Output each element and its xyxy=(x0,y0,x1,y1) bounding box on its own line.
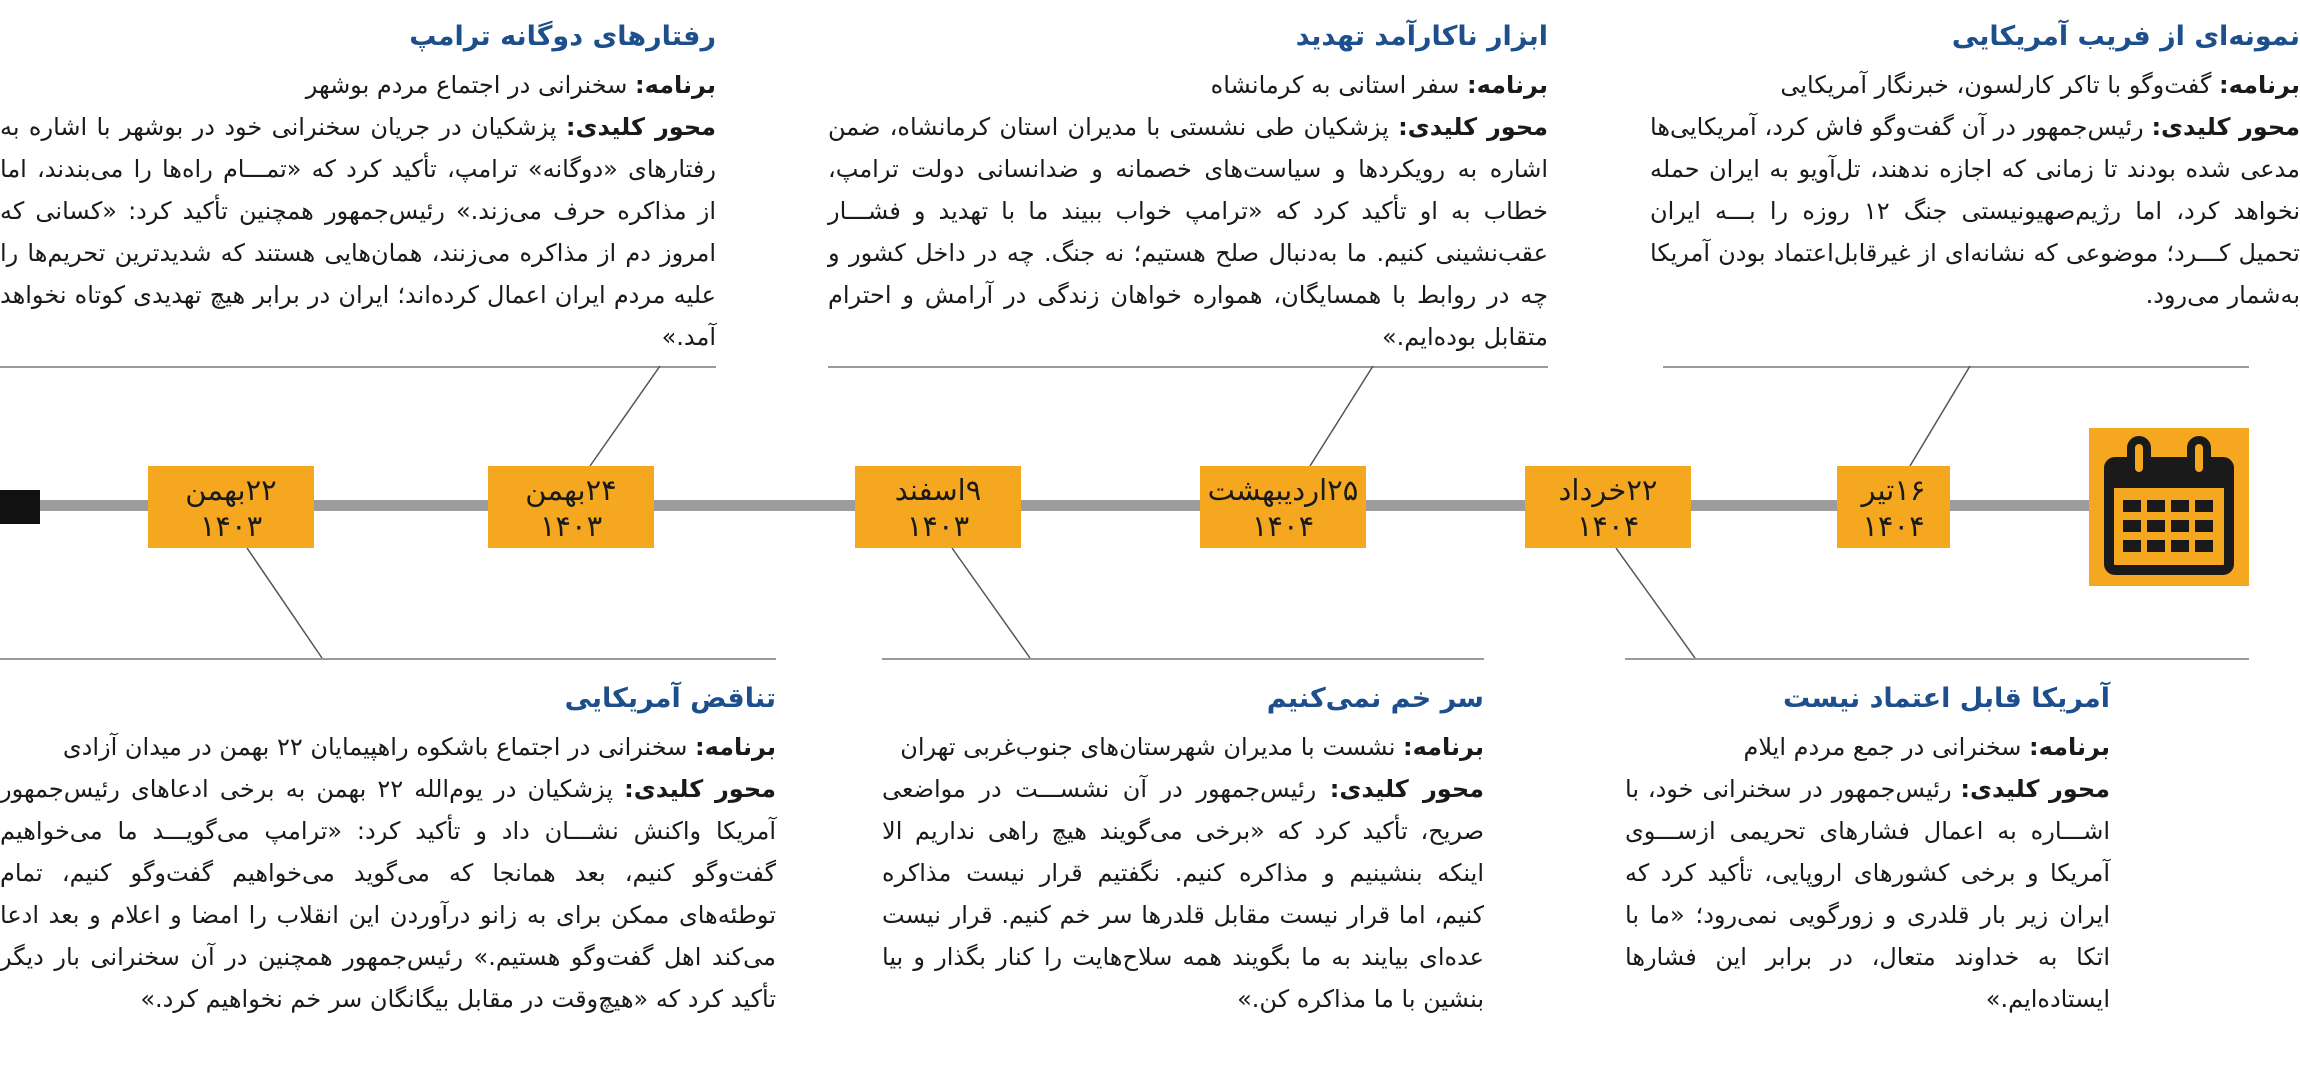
event-block-bottom-2 xyxy=(882,680,1484,1020)
event-axis: محور کلیدی: پزشکیان در یوم‌الله ۲۲ بهمن به برخی ادعاهای رئیس‌جمهور آمریکا واکنش نشـــان داد و تأکید کرد: «ترامپ می‌گویـــد ما می‌خواهیم گفت‌وگو کنیم، بعد همانجا که می‌گوید می‌خواهیم گفت‌وگو کنیم، تمام توطئه‌های ممکن برای به زانو درآوردن این انقلاب را امضا و اعلام و بعد ادعا می‌کند اهل گفت‌وگو هستیم.» رئیس‌جمهور همچنین در آن سخنرانی بار دیگر تأکید کرد که «هیچ‌وقت در مقابل بیگانگان سر خم نخواهیم کرد.» xyxy=(0,775,777,1013)
event-program: برنامه: گفت‌وگو با تاکر کارلسون، خبرنگار آمریکایی xyxy=(1780,71,2300,99)
date-day: ۱۶تیر xyxy=(1861,473,1926,507)
calendar-icon xyxy=(2089,428,2249,586)
event-title: تناقض آمریکایی xyxy=(564,683,776,714)
event-program: برنامه: نشست با مدیران شهرستان‌های جنوب‌غربی تهران xyxy=(900,733,1484,761)
event-block-bottom-1 xyxy=(1625,680,2110,1020)
event-program: برنامه: سخنرانی در اجتماع مردم بوشهر xyxy=(305,71,716,99)
date-box xyxy=(148,466,314,548)
event-axis: محور کلیدی: رئیس‌جمهور در آن نشســـت در مواضعی صریح، تأکید کرد که «برخی می‌گویند هیچ راهی نداریم الا اینکه بنشینیم و مذاکره کنیم. نگفتیم قرار نیست مذاکره کنیم، اما قرار نیست مقابل قلدرها سر خم کنیم. قرار نیست عده‌ای بیایند به ما بگویند همه سلاح‌هایت را کنار بگذار و بیا بنشین با ما مذاکره کن.» xyxy=(882,775,1484,1013)
connector-line xyxy=(1310,366,1373,466)
event-title: سر خم نمی‌کنیم xyxy=(1266,683,1484,714)
divider xyxy=(1625,658,2249,660)
date-box xyxy=(1525,466,1691,548)
divider xyxy=(0,366,716,368)
event-block-top-2 xyxy=(828,18,1548,358)
event-title: نمونه‌ای از فریب آمریکایی xyxy=(1951,21,2300,52)
divider xyxy=(0,658,776,660)
date-year: ۱۴۰۳ xyxy=(906,509,970,543)
event-program: برنامه: سفر استانی به کرمانشاه xyxy=(1210,71,1548,99)
date-year: ۱۴۰۴ xyxy=(1862,509,1925,543)
event-axis: محور کلیدی: پزشکیان در جریان سخنرانی خود در بوشهر با اشاره به رفتارهای «دوگانه» ترامپ، تأکید کرد که «تمـــام راه‌ها را می‌بندند، اما از مذاکره حرف می‌زند.» رئیس‌جمهور همچنین تأکید کرد: «کسانی که امروز دم از مذاکره می‌زنند، همان‌هایی هستند که شدیدترین تحریم‌ها را علیه مردم ایران اعمال کرده‌اند؛ ایران در برابر هیچ تهدیدی کوتاه نخواهد آمد.» xyxy=(0,113,716,351)
date-box xyxy=(1837,466,1950,548)
date-day: ۲۲بهمن xyxy=(185,473,277,507)
date-day: ۲۴بهمن xyxy=(525,473,617,507)
connector-line xyxy=(1616,548,1695,658)
date-year: ۱۴۰۳ xyxy=(539,509,603,543)
date-year: ۱۴۰۴ xyxy=(1251,509,1315,543)
event-block-bottom-3 xyxy=(0,680,776,1020)
event-axis: محور کلیدی: رئیس‌جمهور در آن گفت‌وگو فاش کرد، آمریکایی‌ها مدعی شده بودند تا زمانی که اجازه ندهند، تل‌آویو به ایران حمله نخواهد کرد، اما رژیم‌صهیونیستی جنگ ۱۲ روزه را بـــه ایران تحمیل کـــرد؛ موضوعی که نشانه‌ای از غیرقابل‌اعتماد بودن آمریکا به‌شمار می‌رود. xyxy=(1650,113,2300,309)
connector-line xyxy=(952,548,1030,658)
connector-line xyxy=(1910,366,1970,466)
event-axis: محور کلیدی: رئیس‌جمهور در سخنرانی خود، با اشـــاره به اعمال فشارهای تحریمی ازســـوی آمریکا و برخی کشورهای اروپایی، تأکید کرد که ایران زیر بار قلدری و زورگویی نمی‌رود؛ «ما با اتکا به خداوند متعال، در برابر این فشارها ایستاده‌ایم.» xyxy=(1625,775,2110,1013)
divider xyxy=(828,366,1548,368)
divider xyxy=(1663,366,2249,368)
event-program: برنامه: سخنرانی در اجتماع باشکوه راهپیمایان ۲۲ بهمن در میدان آزادی xyxy=(62,733,776,761)
timeline-axis xyxy=(0,500,2100,511)
event-block-top-3 xyxy=(0,18,716,358)
event-title: ابزار ناکارآمد تهدید xyxy=(1295,21,1548,52)
event-block-top-1 xyxy=(1650,18,2300,316)
date-year: ۱۴۰۳ xyxy=(199,509,263,543)
date-year: ۱۴۰۴ xyxy=(1576,509,1640,543)
date-day: ۲۵اردیبهشت xyxy=(1207,473,1359,507)
date-box xyxy=(488,466,654,548)
event-title: رفتارهای دوگانه ترامپ xyxy=(409,21,716,52)
date-day: ۹اسفند xyxy=(894,473,982,507)
event-axis: محور کلیدی: پزشکیان طی نشستی با مدیران استان کرمانشاه، ضمن اشاره به رویکردها و سیاست‌های خصمانه و ضدانسانی دولت ترامپ، خطاب به او تأکید کرد که «ترامپ خواب ببیند ما با تهدید و فشـــار عقب‌نشینی کنیم. ما به‌دنبال صلح هستیم؛ نه جنگ. چه در داخل کشور و چه در روابط با همسایگان، همواره خواهان زندگی در آرامش و احترام متقابل بوده‌ایم.» xyxy=(828,113,1548,351)
connector-line xyxy=(247,548,322,658)
timeline-endcap xyxy=(0,490,40,524)
calendar-icon-box xyxy=(2089,428,2249,586)
date-box xyxy=(1200,466,1366,548)
connector-line xyxy=(590,366,660,466)
event-program: برنامه: سخنرانی در جمع مردم ایلام xyxy=(1743,733,2110,761)
divider xyxy=(882,658,1484,660)
event-title: آمریکا قابل اعتماد نیست xyxy=(1782,683,2110,714)
date-box xyxy=(855,466,1021,548)
date-day: ۲۲خرداد xyxy=(1558,473,1658,507)
